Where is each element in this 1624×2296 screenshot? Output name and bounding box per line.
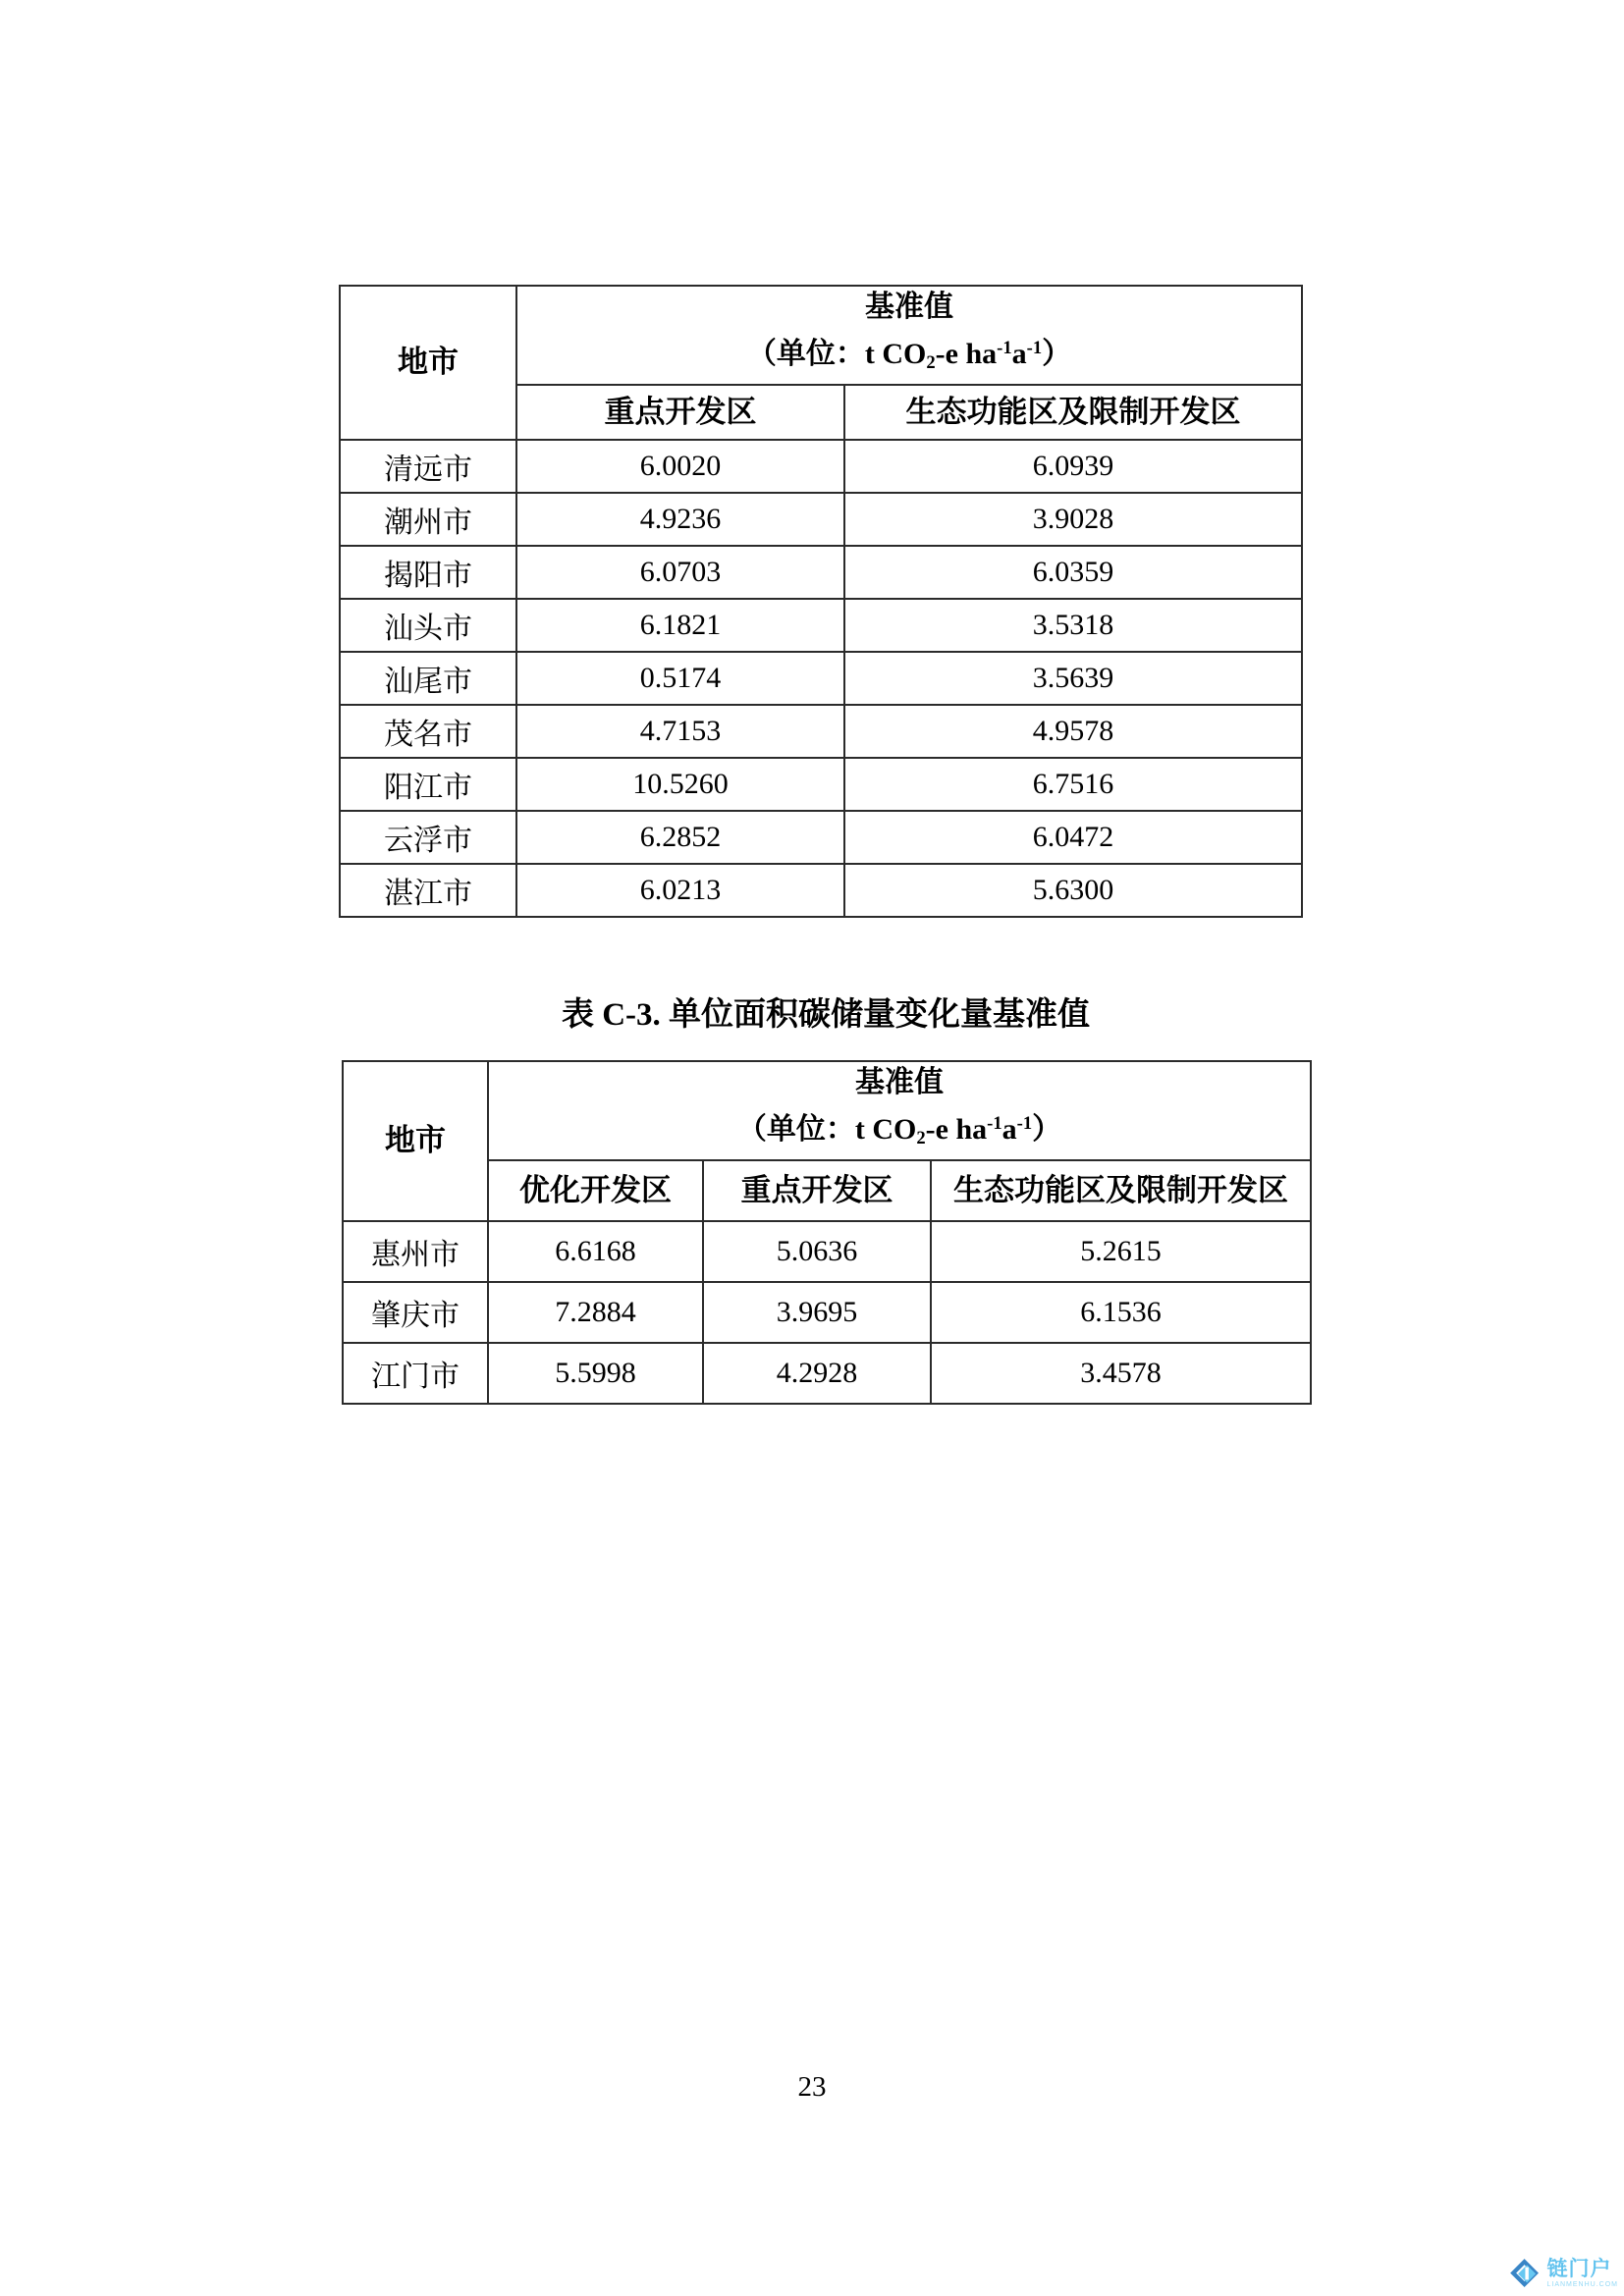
city-cell: 汕头市: [340, 599, 516, 652]
city-cell: 清远市: [340, 440, 516, 493]
table-row: [340, 652, 1302, 705]
watermark: [1508, 2257, 1618, 2290]
unit-subscript: 2: [916, 1127, 926, 1148]
unit-suffix: ）: [1032, 1113, 1062, 1147]
value-cell: 0.5174: [516, 652, 844, 705]
table-header-row: [340, 286, 1302, 385]
watermark-brand: 链门户: [1546, 2258, 1612, 2280]
unit-a: a: [1001, 1113, 1017, 1147]
header-eco-restricted-zone: 生态功能区及限制开发区: [844, 385, 1302, 440]
value-cell: 7.2884: [488, 1282, 703, 1343]
value-cell: 6.6168: [488, 1221, 703, 1282]
unit-prefix: （单位：: [736, 1113, 855, 1147]
header-city-cell: 地市: [343, 1061, 488, 1221]
value-cell: 4.2928: [703, 1343, 931, 1404]
value-cell: 6.7516: [844, 758, 1302, 811]
unit-base: t CO: [864, 338, 927, 371]
table-row: [340, 705, 1302, 758]
table-row: [340, 811, 1302, 864]
unit-mid: -e ha: [935, 338, 998, 371]
city-cell: 惠州市: [343, 1221, 488, 1282]
value-cell: 6.0703: [516, 546, 844, 599]
group-title: 基准值: [865, 291, 953, 323]
city-cell: 潮州市: [340, 493, 516, 546]
city-cell: 茂名市: [340, 705, 516, 758]
value-cell: 6.1536: [931, 1282, 1311, 1343]
value-cell: 3.5318: [844, 599, 1302, 652]
table-row: [343, 1282, 1311, 1343]
unit-superscript-2: -1: [1016, 1113, 1033, 1134]
city-cell: 阳江市: [340, 758, 516, 811]
table-row: [340, 493, 1302, 546]
value-cell: 6.0359: [844, 546, 1302, 599]
unit-base: t CO: [854, 1113, 917, 1147]
value-cell: 6.2852: [516, 811, 844, 864]
baseline-table-c3: [342, 1060, 1312, 1405]
baseline-table-1: [339, 285, 1303, 918]
table-c3-caption: 表 C-3. 单位面积碳储量变化量基准值: [561, 997, 1091, 1033]
unit-superscript-2: -1: [1026, 338, 1043, 358]
watermark-domain: LIANMENHU.COM: [1546, 2281, 1618, 2288]
value-cell: 5.6300: [844, 864, 1302, 917]
table-row: [340, 864, 1302, 917]
unit-superscript-1: -1: [987, 1113, 1002, 1134]
table-row: [343, 1343, 1311, 1404]
header-key-dev-zone: 重点开发区: [516, 385, 844, 440]
header-key-dev-zone: 重点开发区: [703, 1160, 931, 1221]
header-baseline-group-cell: [516, 286, 1302, 385]
value-cell: 3.9028: [844, 493, 1302, 546]
group-title: 基准值: [855, 1066, 945, 1098]
unit-prefix: （单位：: [746, 338, 865, 371]
unit-suffix: ）: [1042, 338, 1072, 371]
unit-mid: -e ha: [925, 1113, 988, 1147]
value-cell: 3.9695: [703, 1282, 931, 1343]
value-cell: 3.4578: [931, 1343, 1311, 1404]
table-row: [340, 546, 1302, 599]
value-cell: 10.5260: [516, 758, 844, 811]
table-header-row: [343, 1061, 1311, 1160]
value-cell: 4.9236: [516, 493, 844, 546]
city-cell: 江门市: [343, 1343, 488, 1404]
value-cell: 6.0472: [844, 811, 1302, 864]
watermark-text: [1546, 2259, 1618, 2288]
value-cell: 4.9578: [844, 705, 1302, 758]
header-baseline-group-cell: [488, 1061, 1311, 1160]
header-eco-restricted-zone: 生态功能区及限制开发区: [931, 1160, 1311, 1221]
city-cell: 湛江市: [340, 864, 516, 917]
value-cell: 6.0020: [516, 440, 844, 493]
lianmenhu-logo-icon: [1508, 2257, 1542, 2290]
table-row: [343, 1221, 1311, 1282]
table-row: [340, 758, 1302, 811]
value-cell: 6.1821: [516, 599, 844, 652]
value-cell: 6.0939: [844, 440, 1302, 493]
page-number: 23: [797, 2071, 827, 2103]
value-cell: 5.5998: [488, 1343, 703, 1404]
city-cell: 揭阳市: [340, 546, 516, 599]
header-optimized-dev-zone: 优化开发区: [488, 1160, 703, 1221]
value-cell: 6.0213: [516, 864, 844, 917]
value-cell: 3.5639: [844, 652, 1302, 705]
table-row: [340, 599, 1302, 652]
value-cell: 5.2615: [931, 1221, 1311, 1282]
table-row: [340, 440, 1302, 493]
city-cell: 云浮市: [340, 811, 516, 864]
unit-a: a: [1011, 338, 1027, 371]
unit-subscript: 2: [926, 351, 936, 373]
value-cell: 5.0636: [703, 1221, 931, 1282]
city-cell: 肇庆市: [343, 1282, 488, 1343]
value-cell: 4.7153: [516, 705, 844, 758]
unit-line: [521, 328, 1297, 384]
table-subheader-row: [343, 1160, 1311, 1221]
header-city-cell: 地市: [340, 286, 516, 440]
unit-line: [493, 1103, 1306, 1159]
unit-superscript-1: -1: [997, 338, 1012, 358]
city-cell: 汕尾市: [340, 652, 516, 705]
